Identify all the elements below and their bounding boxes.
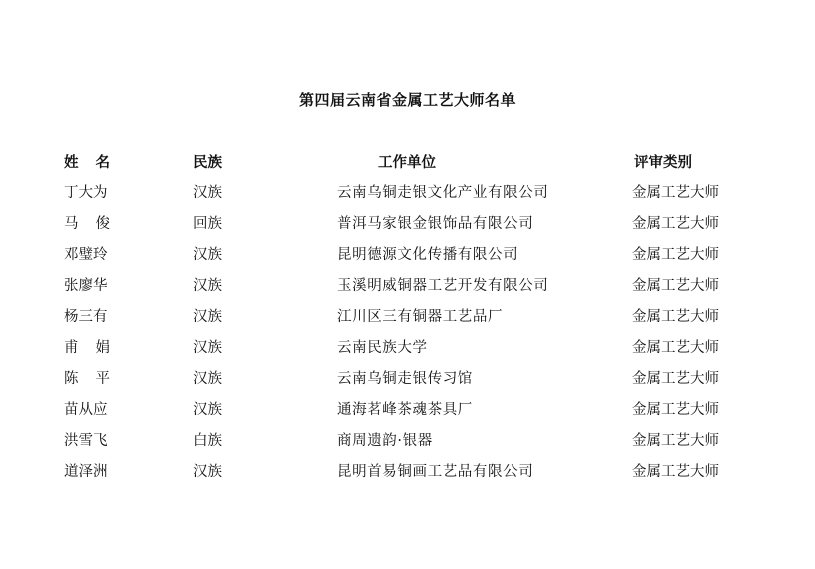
table-row	[0, 305, 815, 336]
cell-work-unit: 昆明德源文化传播有限公司	[337, 247, 519, 263]
cell-work-unit: 普洱马家银金银饰品有限公司	[337, 216, 534, 232]
header-name: 姓名	[64, 154, 127, 171]
cell-work-unit: 昆明首易铜画工艺品有限公司	[337, 464, 534, 480]
cell-name: 张廖华	[64, 278, 108, 294]
cell-ethnicity: 白族	[193, 433, 222, 449]
table-row	[0, 367, 815, 398]
cell-work-unit: 玉溪明威铜器工艺开发有限公司	[337, 278, 549, 294]
table-row	[0, 181, 815, 212]
cell-work-unit: 云南民族大学	[337, 340, 428, 356]
cell-ethnicity: 汉族	[193, 247, 222, 263]
table-row	[0, 429, 815, 460]
cell-name: 苗从应	[64, 402, 108, 418]
cell-name: 丁大为	[64, 185, 108, 201]
cell-ethnicity: 汉族	[193, 402, 222, 418]
cell-name: 陈平	[64, 371, 127, 387]
cell-work-unit: 云南乌铜走银文化产业有限公司	[337, 185, 549, 201]
cell-ethnicity: 汉族	[193, 309, 222, 325]
cell-category: 金属工艺大师	[632, 464, 719, 480]
header-category: 评审类别	[634, 154, 692, 171]
document-title: 第四届云南省金属工艺大师名单	[298, 91, 516, 109]
cell-name: 邓璧玲	[64, 247, 108, 263]
table-row	[0, 336, 815, 367]
cell-ethnicity: 回族	[193, 216, 222, 232]
cell-category: 金属工艺大师	[632, 402, 719, 418]
cell-name: 道泽洲	[64, 464, 108, 480]
table-row	[0, 243, 815, 274]
cell-category: 金属工艺大师	[632, 216, 719, 232]
cell-ethnicity: 汉族	[193, 464, 222, 480]
cell-work-unit: 通海茗峰茶魂茶具厂	[337, 402, 473, 418]
masters-table	[0, 150, 815, 491]
cell-name: 马俊	[64, 216, 127, 232]
cell-name: 杨三有	[64, 309, 108, 325]
cell-category: 金属工艺大师	[632, 185, 719, 201]
table-row	[0, 212, 815, 243]
cell-ethnicity: 汉族	[193, 371, 222, 387]
table-row	[0, 460, 815, 491]
table-header-row	[0, 150, 815, 181]
cell-name: 洪雪飞	[64, 433, 108, 449]
cell-work-unit: 商周遗韵·银器	[337, 433, 433, 449]
cell-category: 金属工艺大师	[632, 247, 719, 263]
header-work-unit: 工作单位	[378, 154, 436, 171]
cell-work-unit: 云南乌铜走银传习馆	[337, 371, 473, 387]
cell-ethnicity: 汉族	[193, 185, 222, 201]
cell-name: 甫娟	[64, 340, 127, 356]
cell-work-unit: 江川区三有铜器工艺品厂	[337, 309, 504, 325]
cell-ethnicity: 汉族	[193, 340, 222, 356]
cell-category: 金属工艺大师	[632, 278, 719, 294]
cell-category: 金属工艺大师	[632, 340, 719, 356]
cell-category: 金属工艺大师	[632, 433, 719, 449]
header-ethnicity: 民族	[193, 154, 222, 171]
table-row	[0, 274, 815, 305]
cell-ethnicity: 汉族	[193, 278, 222, 294]
cell-category: 金属工艺大师	[632, 371, 719, 387]
table-row	[0, 398, 815, 429]
cell-category: 金属工艺大师	[632, 309, 719, 325]
